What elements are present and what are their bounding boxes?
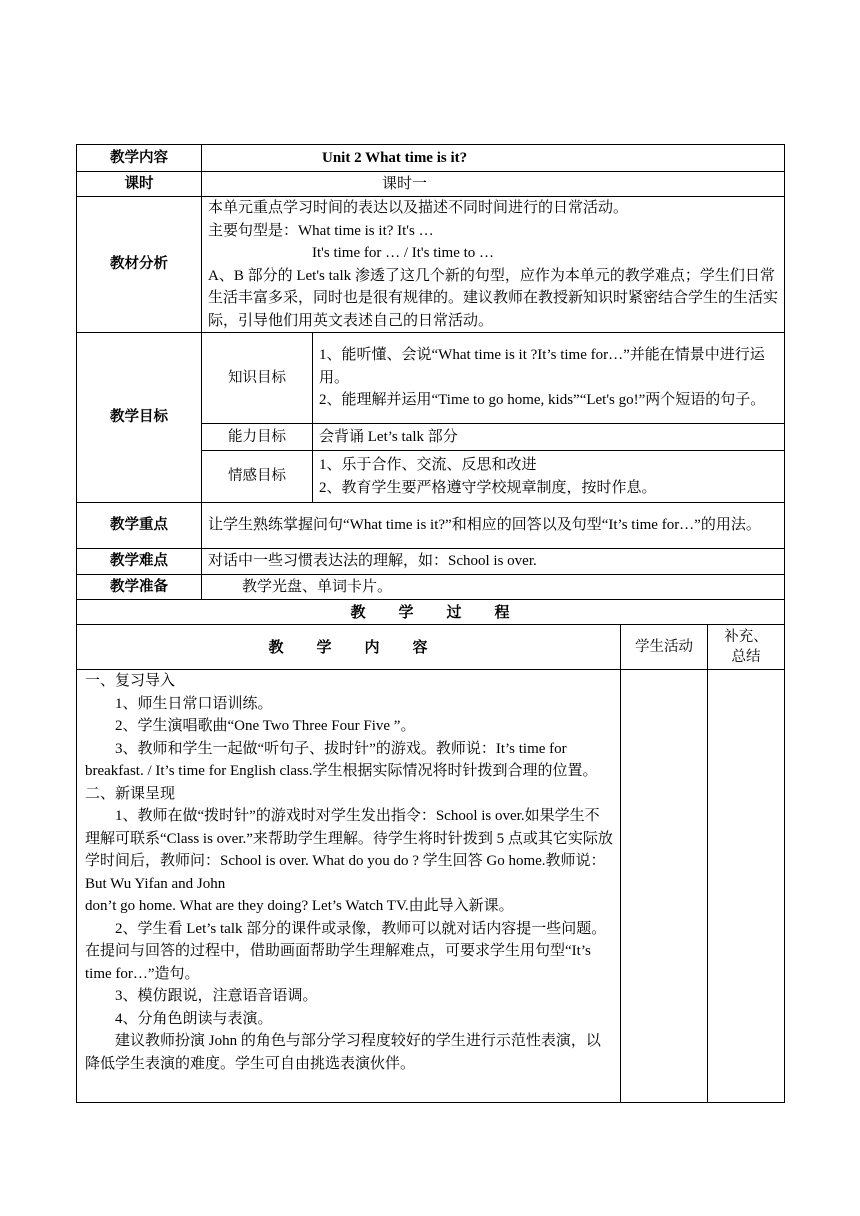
process-content-cell (77, 670, 621, 1103)
knowledge-cell (313, 333, 785, 424)
period-label: 课时 (77, 172, 202, 197)
difficulty-label: 教学难点 (77, 549, 202, 575)
row-process-header (77, 625, 785, 670)
student-activity-cell (621, 670, 708, 1103)
emotion-cell (313, 451, 785, 503)
analysis-line-4: A、B 部分的 Let's talk 渗透了这几个新的句型，应作为本单元的教学难点；学生们日常生活丰富多采，同时也是很有规律的。建议教师在教授新知识时紧密结合学生的生活实际，引导他们用英文表述自己的日常活动。 (208, 267, 779, 329)
row-period (77, 172, 785, 197)
analysis-line-3: It's time for … / It's time to … (312, 245, 495, 261)
row-difficulty (77, 549, 785, 575)
process-para-2: 1、师生日常口语训练。 (115, 695, 273, 712)
key-label: 教学重点 (77, 503, 202, 549)
col-summary-line-2: 总结 (731, 649, 761, 665)
prep-value: 教学光盘、单词卡片。 (202, 575, 785, 600)
col-summary-header (708, 625, 785, 670)
row-knowledge-goal (77, 333, 785, 424)
knowledge-label: 知识目标 (202, 333, 313, 424)
process-para-8: 2、学生看 Let’s talk 部分的课件或录像，教师可以就对话内容提一些问题。在提问与回答的过程中，借助画面帮助学生理解难点，可要求学生用句型“It’s time for…”造句。 (85, 920, 607, 982)
analysis-cell (202, 197, 785, 333)
content-value: Unit 2 What time is it? (202, 145, 785, 172)
summary-cell (708, 670, 785, 1103)
process-title: 教 学 过 程 (77, 600, 785, 625)
knowledge-line-1: 1、能听懂、会说“What time is it ?It’s time for…”并能在情景中进行运用。 (319, 347, 765, 386)
emotion-label: 情感目标 (202, 451, 313, 503)
process-para-1: 一、复习导入 (85, 673, 176, 689)
emotion-line-1: 1、乐于合作、交流、反思和改进 (319, 457, 537, 473)
knowledge-line-2: 2、能理解并运用“Time to go home, kids”“Let's go!”两个短语的句子。 (319, 392, 766, 409)
content-label: 教学内容 (77, 145, 202, 172)
col-activity-header: 学生活动 (621, 625, 708, 670)
row-process-body (77, 670, 785, 1103)
difficulty-value: 对话中一些习惯表达法的理解，如：School is over. (202, 549, 785, 575)
process-para-11: 建议教师扮演 John 的角色与部分学习程度较好的学生进行示范性表演，以降低学生表演的难度。学生可自由挑选表演伙伴。 (85, 1033, 601, 1072)
ability-label: 能力目标 (202, 424, 313, 451)
row-preparation (77, 575, 785, 600)
process-para-7: don’t go home. What are they doing? Let’s Watch TV.由此导入新课。 (85, 898, 514, 914)
row-process-title (77, 600, 785, 625)
prep-label: 教学准备 (77, 575, 202, 600)
process-para-6: 1、教师在做“拨时针”的游戏时对学生发出指令：School is over.如果学生不理解可联系“Class is over.”来帮助学生理解。待学生将时针拨到 5 点或其它实际放学时间后，教师问：School is over. What do you do ? 学生回答 Go home.教师说： But Wu Yifan and John (85, 808, 613, 892)
col-content-header: 教 学 内 容 (77, 625, 621, 670)
analysis-line-2: 主要句型是：What time is it? It's … (208, 222, 434, 239)
key-value: 让学生熟练掌握问句“What time is it?”和相应的回答以及句型“It’s time for…”的用法。 (202, 503, 785, 549)
lesson-plan-table (76, 144, 785, 1103)
ability-value: 会背诵 Let’s talk 部分 (313, 424, 785, 451)
process-para-10: 4、分角色朗读与表演。 (115, 1010, 273, 1027)
row-key-points (77, 503, 785, 549)
row-analysis (77, 197, 785, 333)
process-para-5: 二、新课呈现 (85, 785, 176, 802)
goals-label: 教学目标 (77, 333, 202, 503)
process-para-3: 2、学生演唱歌曲“One Two Three Four Five ”。 (115, 718, 416, 734)
process-para-9: 3、模仿跟说，注意语音语调。 (115, 988, 318, 1004)
analysis-line-1: 本单元重点学习时间的表达以及描述不同时间进行的日常活动。 (208, 200, 629, 216)
emotion-line-2: 2、教育学生要严格遵守学校规章制度，按时作息。 (319, 479, 657, 496)
col-summary-line-1: 补充、 (724, 629, 768, 645)
row-content (77, 145, 785, 172)
process-para-4: 3、教师和学生一起做“听句子、拔时针”的游戏。教师说：It’s time for breakfast. / It’s time for English class.学生根据实际情况将时针拨到合理的位置。 (85, 740, 598, 779)
analysis-label: 教材分析 (77, 197, 202, 333)
period-value: 课时一 (202, 172, 785, 197)
